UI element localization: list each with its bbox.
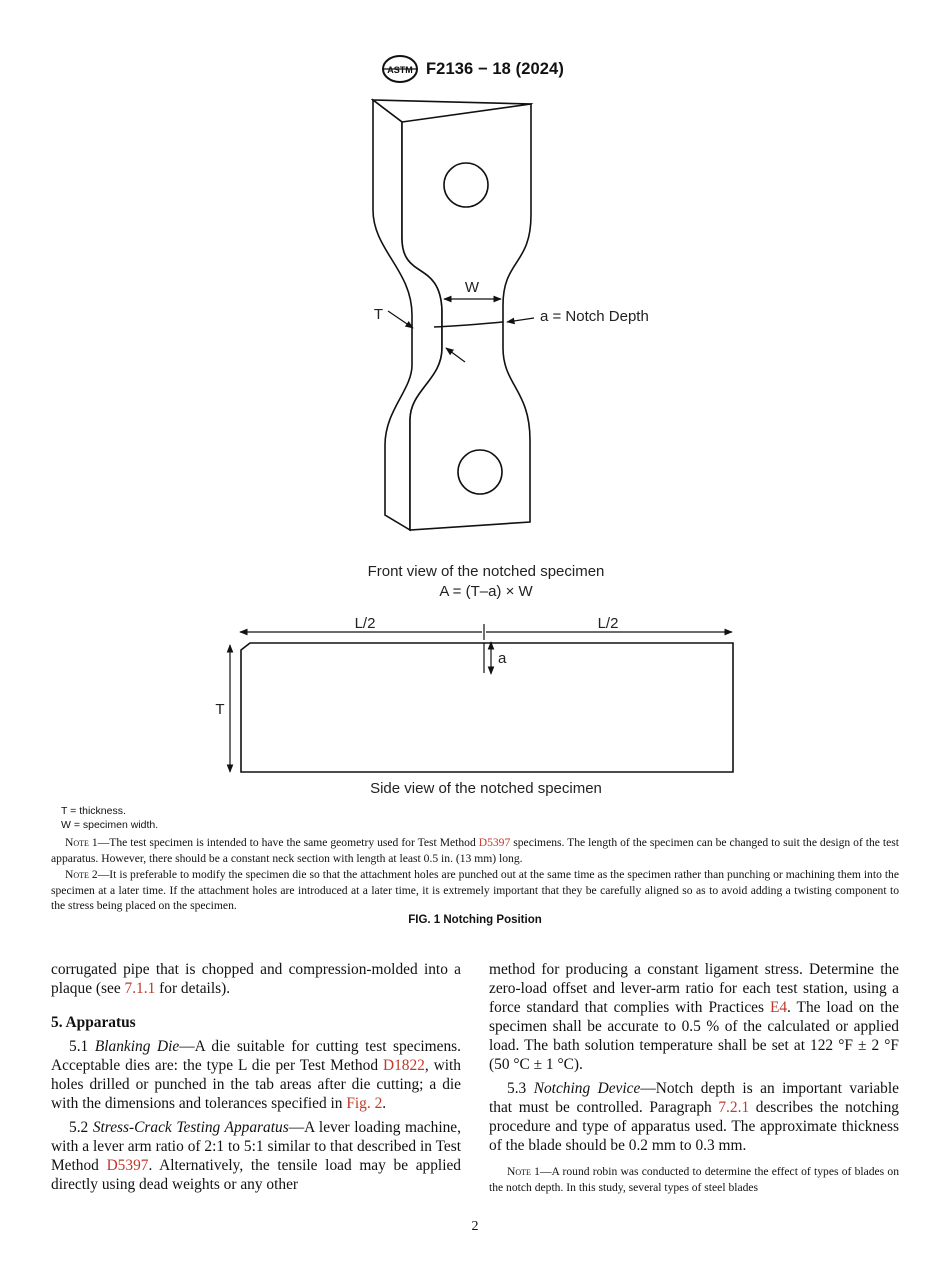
link-e4[interactable]: E4 — [769, 999, 788, 1016]
left-column — [51, 960, 461, 1194]
front-view-specimen — [373, 100, 531, 530]
right-column — [489, 960, 899, 1195]
paragraph: corrugated pipe that is chopped and compression-molded into a plaque (see 7.1.1 for details). — [51, 961, 461, 997]
legend-item: W = specimen width. — [61, 819, 159, 831]
link-7-2-1[interactable]: 7.2.1 — [718, 1099, 750, 1116]
astm-logo-text: ASTM — [387, 65, 413, 75]
astm-logo-icon — [380, 54, 420, 84]
thickness-arrow-upper — [388, 311, 413, 328]
document-title: F2136 − 18 (2024) — [426, 60, 564, 78]
label-L-right: L/2 — [597, 615, 619, 632]
page-number: 2 — [471, 1219, 479, 1234]
figure-note-1: Note 1—The test specimen is intended to have the same geometry used for Test Method D5397 specimens. The length of the specimen can be changed to suit the design of the test apparatus. However, there should be a constant neck section with length at least 0.5 in. (13 mm) long. — [51, 836, 899, 865]
label-T: T — [373, 306, 383, 323]
paragraph-5-2: 5.2 Stress-Crack Testing Apparatus—A lever loading machine, with a lever arm ratio of 2:1 to 5:1 similar to that described in Test Method D5397. Alternatively, the tensile load may be applied directly using dead weights or any other — [51, 1119, 462, 1193]
link-d5397[interactable]: D5397 — [478, 836, 511, 849]
figure-legend — [61, 804, 158, 832]
paragraph-5-1: 5.1 Blanking Die—A die suitable for cutting test specimens. Acceptable dies are: the type L die per Test Method D1822, with holes drilled or punched in the tab areas after die cutting; a die with the dimensions and tolerances specified in Fig. 2. — [51, 1038, 462, 1112]
label-W: W — [464, 279, 480, 296]
legend-item: T = thickness. — [61, 805, 126, 817]
label-L-left: L/2 — [354, 615, 376, 632]
label-a: a — [498, 650, 507, 667]
link-fig-2[interactable]: Fig. 2 — [346, 1095, 383, 1112]
column-note: Note 1—A round robin was conducted to determine the effect of types of blades on the notch depth. In this study, several types of steel blades — [489, 1165, 900, 1194]
notch-depth-arrow — [507, 318, 534, 322]
figure-caption: FIG. 1 Notching Position — [408, 914, 542, 926]
side-view-specimen — [241, 643, 733, 772]
front-view-formula: A = (T–a) × W — [439, 583, 533, 600]
figure-note-2: Note 2—It is preferable to modify the specimen die so that the attachment holes are punched out at the same time as the specimen rather than punching or machining them into the specimen at a later time. If the attachment holes are introduced at a later time, it is extremely important that they be carefully aligned so as to avoid adding a twisting component to the stress being placed on the specimen. — [51, 868, 900, 912]
front-view-caption: Front view of the notched specimen — [367, 563, 605, 580]
page-header — [0, 54, 950, 88]
side-view-caption: Side view of the notched specimen — [370, 780, 602, 797]
paragraph-5-3: 5.3 Notching Device—Notch depth is an important variable that must be controlled. Paragraph 7.2.1 describes the notching procedure and type of apparatus used. The approximate thickness of the blade should be 0.2 mm to 0.3 mm. — [489, 1080, 899, 1154]
link-d1822[interactable]: D1822 — [382, 1057, 425, 1074]
section-heading: 5. Apparatus — [51, 1014, 136, 1031]
link-7-1-1[interactable]: 7.1.1 — [124, 980, 156, 997]
note-label: Note 1 — [507, 1165, 540, 1178]
label-T-side: T — [215, 701, 225, 718]
label-notch-depth: a = Notch Depth — [540, 308, 649, 325]
paragraph: method for producing a constant ligament stress. Determine the zero-load offset and lever-arm ratio for each test station, using a force standard that complies with Practices E4. The load on the specimen shall be accurate to 0.5 % of the calculated or applied load. The bath solution temperature shall be set at 122 °F ± 2 °F (50 °C ± 1 °C). — [489, 961, 899, 1073]
link-d5397[interactable]: D5397 — [106, 1157, 149, 1174]
note-label: Note 2 — [65, 868, 98, 881]
figure-notching-position — [0, 90, 950, 800]
note-label: Note 1 — [65, 836, 98, 849]
